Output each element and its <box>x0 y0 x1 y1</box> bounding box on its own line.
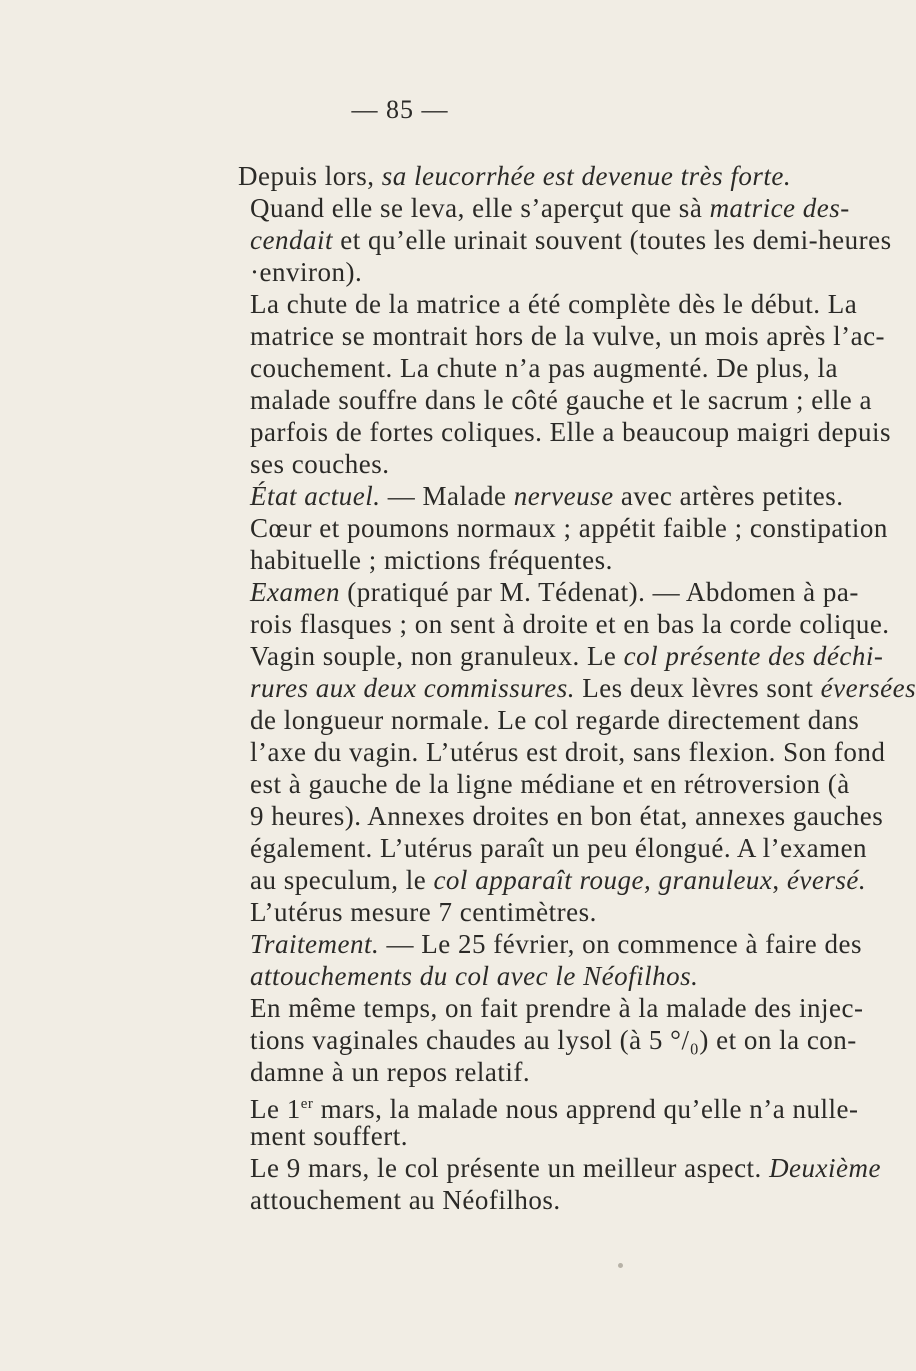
text-line: Examen (pratiqué par M. Tédenat). — Abdomen à pa- <box>250 577 859 607</box>
text-line: malade souffre dans le côté gauche et le sacrum ; elle a <box>250 385 872 415</box>
text-line: rures aux deux commissures. Les deux lèvres sont éversées <box>250 673 916 703</box>
text-line: est à gauche de la ligne médiane et en rétroversion (à <box>250 769 850 799</box>
text-line: également. L’utérus paraît un peu élongué. A l’examen <box>250 833 868 863</box>
text-line: au speculum, le col apparaît rouge, granuleux, éversé. <box>250 865 867 895</box>
text-line: La chute de la matrice a été complète dès le début. La <box>250 289 858 319</box>
text-line: Cœur et poumons normaux ; appétit faible ; constipation <box>250 513 888 543</box>
text-line: parfois de fortes coliques. Elle a beaucoup maigri depuis <box>250 417 892 447</box>
text-line: ses couches. <box>250 449 390 479</box>
text-line: tions vaginales chaudes au lysol (à 5 °/₀) et on la con- <box>250 1025 857 1055</box>
text-line: cendait et qu’elle urinait souvent (toutes les demi-heures <box>250 225 892 255</box>
text-line: Depuis lors, sa leucorrhée est devenue très forte. <box>238 161 792 191</box>
text-line: attouchement au Néofilhos. <box>250 1185 561 1215</box>
text-line: Vagin souple, non granuleux. Le col présente des déchi- <box>250 641 884 671</box>
text-line: En même temps, on fait prendre à la malade des injec- <box>250 993 864 1023</box>
text-line: de longueur normale. Le col regarde directement dans <box>250 705 860 735</box>
text-line: Le 9 mars, le col présente un meilleur aspect. Deuxième <box>250 1153 881 1183</box>
page-number: — 85 — <box>351 95 449 124</box>
text-line: habituelle ; mictions fréquentes. <box>250 545 613 575</box>
text-line: 9 heures). Annexes droites en bon état, annexes gauches <box>250 801 884 831</box>
text-line: damne à un repos relatif. <box>250 1057 531 1087</box>
text-line: ·environ). <box>250 257 363 287</box>
text-line: attouchements du col avec le Néofilhos. <box>250 961 699 991</box>
text-line: l’axe du vagin. L’utérus est droit, sans flexion. Son fond <box>250 737 886 767</box>
text-line: L’utérus mesure 7 centimètres. <box>250 897 597 927</box>
text-line: Traitement. — Le 25 février, on commence à faire des <box>250 929 862 959</box>
text-line: ment souffert. <box>250 1121 408 1151</box>
text-line: matrice se montrait hors de la vulve, un mois après l’ac- <box>250 321 886 351</box>
ink-spot <box>618 1263 623 1268</box>
text-line: Quand elle se leva, elle s’aperçut que sà matrice des- <box>250 193 850 223</box>
text-line: État actuel. — Malade nerveuse avec artères petites. <box>250 481 844 511</box>
text-line: Le 1er mars, la malade nous apprend qu’elle n’a nulle- <box>250 1094 859 1124</box>
text-line: rois flasques ; on sent à droite et en bas la corde colique. <box>250 609 890 639</box>
text-line: couchement. La chute n’a pas augmenté. De plus, la <box>250 353 839 383</box>
